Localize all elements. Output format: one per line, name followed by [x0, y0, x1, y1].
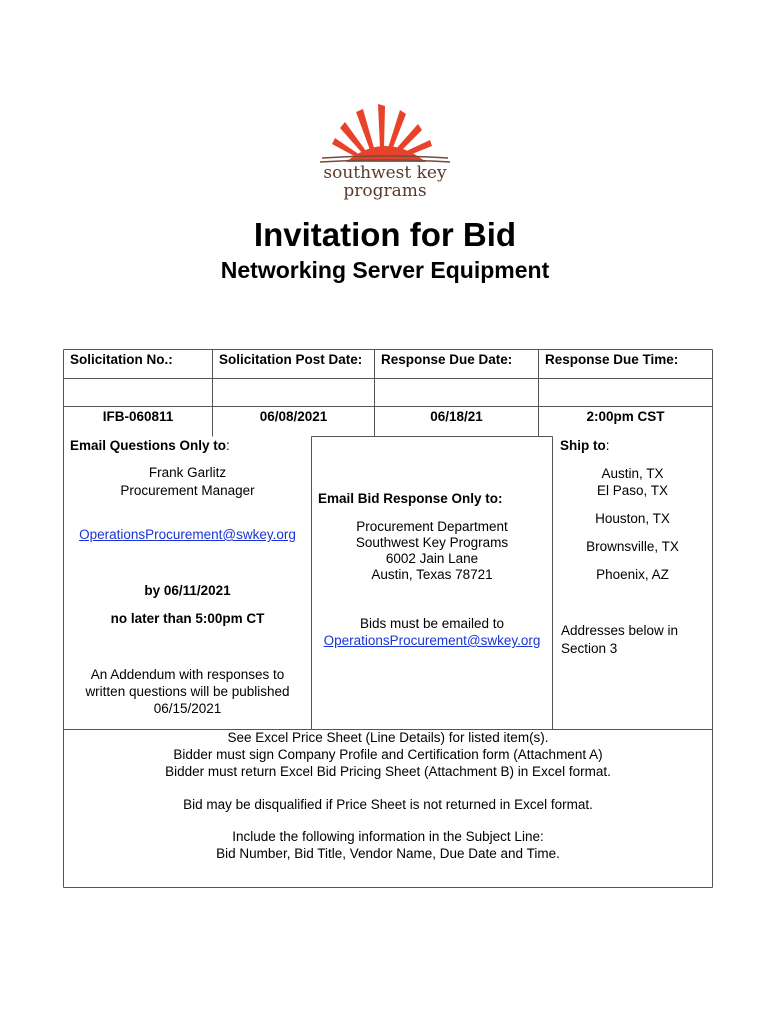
sun-icon	[318, 100, 452, 164]
ship-to-location: Austin, TX	[601, 466, 664, 481]
note-line-2: Bidder must sign Company Profile and Certification form (Attachment A)	[173, 747, 603, 762]
ship-to-note-line-1: Addresses below in	[561, 623, 679, 638]
page-subtitle: Networking Server Equipment	[220, 257, 550, 283]
ship-to-location: Brownsville, TX	[586, 539, 679, 554]
value-post-date: 06/08/2021	[259, 409, 328, 424]
bid-response-street: 6002 Jain Lane	[385, 551, 479, 566]
ship-to-location: Phoenix, AZ	[596, 567, 669, 582]
bid-response-org: Southwest Key Programs	[355, 535, 509, 550]
value-solicitation-no: IFB-060811	[102, 409, 174, 424]
ship-to-label	[560, 437, 610, 454]
note-line-3: Bidder must return Excel Bid Pricing Sheet (Attachment B) in Excel format.	[165, 764, 611, 779]
questions-contact-name: Frank Garlitz	[148, 465, 227, 480]
note-line-1: See Excel Price Sheet (Line Details) for listed item(s).	[227, 730, 549, 745]
ship-to-note-line-2: Section 3	[561, 641, 618, 656]
header-due-time: Response Due Time:	[545, 352, 679, 367]
value-due-date: 06/18/21	[430, 409, 483, 424]
bids-emailed-note: Bids must be emailed to	[359, 616, 505, 631]
note-line-4: Bid may be disqualified if Price Sheet is not returned in Excel format.	[183, 797, 593, 812]
addendum-line-1: An Addendum with responses to	[90, 667, 285, 682]
ship-to-label-colon: :	[605, 438, 610, 453]
logo-line-1: southwest key	[323, 163, 447, 183]
page-title: Invitation for Bid	[253, 216, 517, 253]
questions-email-link[interactable]: OperationsProcurement@swkey.org	[79, 527, 296, 542]
header-solicitation-no: Solicitation No.:	[70, 352, 173, 367]
ship-to-location: Houston, TX	[595, 511, 670, 526]
bid-response-email-link[interactable]: OperationsProcurement@swkey.org	[323, 633, 541, 648]
southwest-key-logo	[318, 100, 452, 202]
questions-contact-role: Procurement Manager	[120, 483, 255, 498]
ship-to-location: El Paso, TX	[596, 483, 669, 498]
bid-response-dept: Procurement Department	[356, 519, 508, 534]
logo-line-2: programs	[343, 181, 427, 201]
questions-label-colon: :	[226, 438, 230, 453]
questions-label	[70, 437, 230, 454]
bid-response-city: Austin, Texas 78721	[371, 567, 493, 582]
note-line-5: Include the following information in the Subject Line:	[232, 829, 544, 844]
bid-response-label: Email Bid Response Only to:	[318, 491, 503, 506]
header-post-date: Solicitation Post Date:	[219, 352, 363, 367]
value-due-time: 2:00pm CST	[586, 409, 665, 424]
header-due-date: Response Due Date:	[381, 352, 513, 367]
ship-to-label-text: Ship to	[560, 438, 606, 453]
addendum-line-2: written questions will be published	[85, 684, 290, 699]
questions-deadline-time: no later than 5:00pm CT	[110, 611, 265, 626]
addendum-line-3: 06/15/2021	[153, 701, 222, 716]
questions-label-text: Email Questions Only to	[70, 438, 227, 453]
note-line-6: Bid Number, Bid Title, Vendor Name, Due Date and Time.	[216, 846, 560, 861]
questions-deadline: by 06/11/2021	[144, 583, 231, 598]
